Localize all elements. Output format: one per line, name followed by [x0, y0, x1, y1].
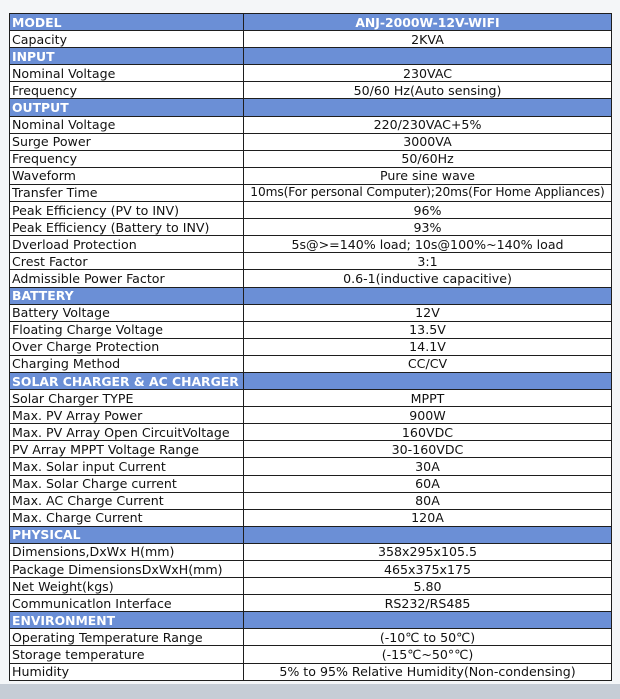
spec-label: Floating Charge Voltage [10, 321, 244, 338]
section-header-row [10, 99, 612, 116]
spec-value: (-10℃ to 50℃) [244, 629, 612, 646]
spec-label: Solar Charger TYPE [10, 390, 244, 407]
spec-label: Transfer Time [10, 184, 244, 201]
section-title-spacer [244, 526, 612, 543]
spec-row [10, 543, 612, 560]
spec-value: 230VAC [244, 65, 612, 82]
section-header-row [10, 526, 612, 543]
spec-row [10, 321, 612, 338]
spec-value: CC/CV [244, 355, 612, 372]
spec-row [10, 475, 612, 492]
spec-row [10, 116, 612, 133]
spec-row [10, 355, 612, 372]
section-header-row [10, 372, 612, 389]
spec-value: 12V [244, 304, 612, 321]
spec-value: 900W [244, 407, 612, 424]
section-title: BATTERY [10, 287, 244, 304]
spec-label: Surge Power [10, 133, 244, 150]
spec-label: Max. Solar input Current [10, 458, 244, 475]
spec-value: 80A [244, 492, 612, 509]
section-title-spacer [244, 99, 612, 116]
spec-label: Crest Factor [10, 253, 244, 270]
spec-table [9, 13, 612, 681]
spec-label: Max. PV Array Power [10, 407, 244, 424]
spec-row [10, 236, 612, 253]
spec-label: Over Charge Protection [10, 338, 244, 355]
section-title-spacer [244, 372, 612, 389]
section-title-spacer [244, 287, 612, 304]
spec-label: Humidity [10, 663, 244, 680]
spec-label: Nominal Voltage [10, 65, 244, 82]
spec-row [10, 578, 612, 595]
spec-value: 0.6-1(inductive capacitive) [244, 270, 612, 287]
spec-label: Frequency [10, 82, 244, 99]
spec-value: MPPT [244, 390, 612, 407]
spec-label: Nominal Voltage [10, 116, 244, 133]
spec-row [10, 133, 612, 150]
spec-row [10, 424, 612, 441]
spec-label: Max. Solar Charge current [10, 475, 244, 492]
capacity-row [10, 31, 612, 48]
spec-row [10, 167, 612, 184]
spec-row [10, 184, 612, 201]
spec-label: Battery Voltage [10, 304, 244, 321]
section-title: INPUT [10, 48, 244, 65]
spec-row [10, 509, 612, 526]
section-header-row [10, 287, 612, 304]
spec-label: Dimensions,DxWx H(mm) [10, 543, 244, 560]
spec-value: 14.1V [244, 338, 612, 355]
spec-label: Max. Charge Current [10, 509, 244, 526]
spec-value: 13.5V [244, 321, 612, 338]
section-title: ENVIRONMENT [10, 612, 244, 629]
spec-value: 5s@>=140% load; 10s@100%~140% load [244, 236, 612, 253]
spec-value: 5% to 95% Relative Humidity(Non-condensing) [244, 663, 612, 680]
section-title: OUTPUT [10, 99, 244, 116]
section-title: PHYSICAL [10, 526, 244, 543]
spec-row [10, 150, 612, 167]
spec-value: 93% [244, 219, 612, 236]
spec-label: Peak Efficiency (PV to INV) [10, 202, 244, 219]
spec-row [10, 407, 612, 424]
spec-row [10, 65, 612, 82]
spec-value: 3000VA [244, 133, 612, 150]
spec-label: Net Weight(kgs) [10, 578, 244, 595]
spec-value: RS232/RS485 [244, 595, 612, 612]
spec-row [10, 646, 612, 663]
spec-value: 96% [244, 202, 612, 219]
spec-label: Max. AC Charge Current [10, 492, 244, 509]
spec-table-body [10, 14, 612, 681]
spec-value: 3:1 [244, 253, 612, 270]
section-title: SOLAR CHARGER & AC CHARGER [10, 372, 244, 389]
spec-value: 120A [244, 509, 612, 526]
spec-value: 50/60 Hz(Auto sensing) [244, 82, 612, 99]
spec-label: Peak Efficiency (Battery to INV) [10, 219, 244, 236]
spec-label: Max. PV Array Open CircuitVoltage [10, 424, 244, 441]
capacity-value: 2KVA [244, 31, 612, 48]
spec-row [10, 595, 612, 612]
section-header-row [10, 612, 612, 629]
spec-row [10, 270, 612, 287]
bottom-edge-shadow [0, 684, 620, 699]
spec-row [10, 458, 612, 475]
spec-label: Charging Method [10, 355, 244, 372]
model-label: MODEL [10, 14, 244, 31]
spec-label: Communicatlon Interface [10, 595, 244, 612]
spec-row [10, 253, 612, 270]
spec-row [10, 219, 612, 236]
spec-label: Frequency [10, 150, 244, 167]
section-header-row [10, 48, 612, 65]
spec-value: 60A [244, 475, 612, 492]
spec-value: 10ms(For personal Computer);20ms(For Home Appliances) [244, 184, 612, 201]
spec-value: 30-160VDC [244, 441, 612, 458]
spec-value: 358x295x105.5 [244, 543, 612, 560]
spec-label: Admissible Power Factor [10, 270, 244, 287]
spec-value: (-15℃~50°℃) [244, 646, 612, 663]
section-title-spacer [244, 612, 612, 629]
spec-row [10, 338, 612, 355]
spec-value: 465x375x175 [244, 561, 612, 578]
model-name: ANJ-2000W-12V-WIFI [244, 14, 612, 31]
spec-label: Storage temperature [10, 646, 244, 663]
model-header-row [10, 14, 612, 31]
spec-value: 160VDC [244, 424, 612, 441]
spec-row [10, 390, 612, 407]
section-title-spacer [244, 48, 612, 65]
spec-row [10, 663, 612, 680]
spec-label: Package DimensionsDxWxH(mm) [10, 561, 244, 578]
spec-label: Waveform [10, 167, 244, 184]
spec-label: Dverload Protection [10, 236, 244, 253]
spec-row [10, 441, 612, 458]
spec-value: 5.80 [244, 578, 612, 595]
spec-row [10, 304, 612, 321]
capacity-label: Capacity [10, 31, 244, 48]
spec-value: 50/60Hz [244, 150, 612, 167]
spec-value: 30A [244, 458, 612, 475]
spec-row [10, 492, 612, 509]
spec-row [10, 202, 612, 219]
spec-value: Pure sine wave [244, 167, 612, 184]
spec-row [10, 561, 612, 578]
spec-label: Operating Temperature Range [10, 629, 244, 646]
spec-value: 220/230VAC+5% [244, 116, 612, 133]
spec-label: PV Array MPPT Voltage Range [10, 441, 244, 458]
spec-row [10, 629, 612, 646]
spec-row [10, 82, 612, 99]
